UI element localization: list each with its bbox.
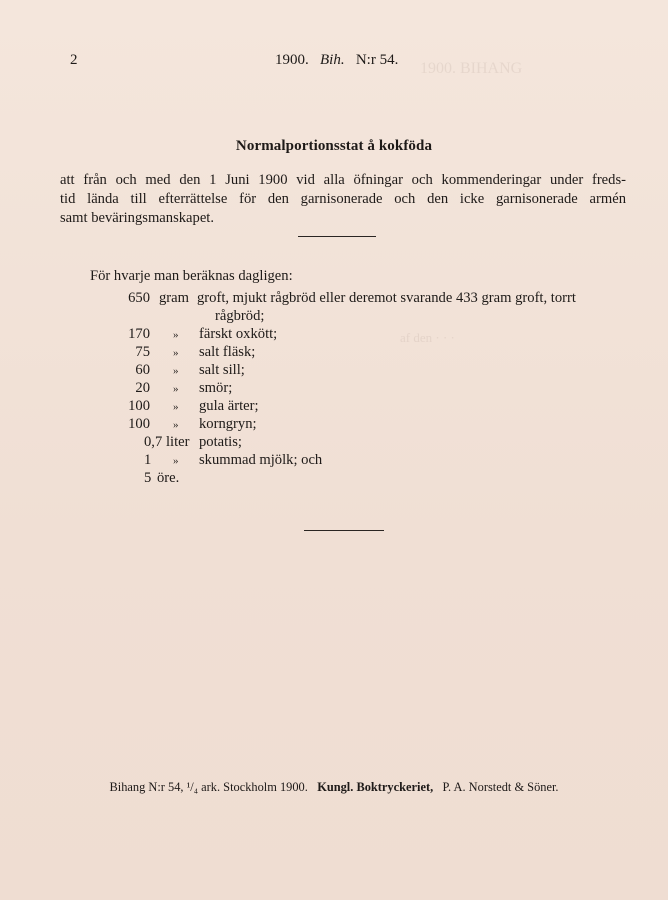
ration-description: groft, mjukt rågbröd eller deremot svarande 433 gram groft, torrt bbox=[197, 290, 576, 306]
header-publication: Bih. bbox=[320, 52, 345, 68]
ration-description: smör; bbox=[199, 380, 233, 396]
ration-row-potatoes bbox=[0, 434, 668, 452]
bleed-through-heading: 1900. BIHANG bbox=[420, 60, 523, 77]
ration-row bbox=[0, 326, 668, 344]
ditto-mark: » bbox=[173, 347, 179, 359]
ration-quantity: 100 bbox=[128, 416, 150, 432]
imprint-footer bbox=[0, 780, 668, 795]
ration-row-bread-continued bbox=[0, 308, 668, 326]
ration-quantity: 0,7 bbox=[144, 434, 163, 450]
bleed-through-text: af den · · · bbox=[400, 330, 455, 345]
ration-row-money bbox=[0, 470, 668, 488]
ration-unit: öre. bbox=[157, 470, 180, 486]
ration-quantity: 20 bbox=[135, 380, 150, 396]
end-divider bbox=[304, 530, 384, 531]
ration-description: färskt oxkött; bbox=[199, 326, 278, 342]
ration-description: salt sill; bbox=[199, 362, 245, 378]
ration-row-bread bbox=[0, 290, 668, 308]
ration-quantity: 650 bbox=[128, 290, 150, 306]
ditto-mark: » bbox=[173, 455, 179, 467]
intro-paragraph bbox=[60, 171, 626, 228]
ditto-mark: » bbox=[173, 383, 179, 395]
ditto-mark: » bbox=[173, 419, 179, 431]
ration-unit: liter bbox=[166, 434, 190, 450]
daily-heading: För hvarje man beräknas dagligen: bbox=[90, 268, 293, 284]
footer-publisher: P. A. Norstedt & Söner. bbox=[442, 780, 559, 794]
footer-printer: Kungl. Boktryckeriet, bbox=[317, 780, 434, 794]
ration-quantity: 60 bbox=[135, 362, 150, 378]
ration-quantity: 75 bbox=[135, 344, 150, 360]
ditto-mark: » bbox=[173, 329, 179, 341]
header-issue: N:r 54. bbox=[355, 52, 399, 68]
ration-description: gula ärter; bbox=[199, 398, 259, 414]
ration-unit: gram bbox=[159, 290, 189, 306]
ration-description-continued: rågbröd; bbox=[215, 308, 265, 324]
header-year: 1900. bbox=[275, 52, 309, 68]
ration-description: skummad mjölk; och bbox=[199, 452, 323, 468]
ditto-mark: » bbox=[173, 401, 179, 413]
intro-line-2: tid lända till efterrättelse för den garnisonerade och den icke garnisonerade armén bbox=[60, 191, 626, 207]
ration-row bbox=[0, 362, 668, 380]
section-divider bbox=[298, 236, 376, 237]
ration-quantity: 170 bbox=[128, 326, 150, 342]
ration-description: potatis; bbox=[199, 434, 242, 450]
ration-quantity: 1 bbox=[144, 452, 152, 468]
document-title: Normalportionsstat å kokföda bbox=[235, 138, 433, 154]
ration-row bbox=[0, 380, 668, 398]
running-head bbox=[275, 52, 398, 69]
ditto-mark: » bbox=[173, 365, 179, 377]
footer-publication-info: Bihang N:r 54, ¹/₄ ark. Stockholm 1900. bbox=[109, 780, 308, 794]
ration-description: salt fläsk; bbox=[199, 344, 256, 360]
ration-row bbox=[0, 398, 668, 416]
ration-row bbox=[0, 344, 668, 362]
ration-quantity: 5 bbox=[144, 470, 152, 486]
running-header bbox=[0, 52, 668, 72]
page-number: 2 bbox=[70, 52, 78, 68]
ration-quantity: 100 bbox=[128, 398, 150, 414]
ration-row-milk bbox=[0, 452, 668, 470]
intro-line-1: att från och med den 1 Juni 1900 vid alla öfningar och kommenderingar under freds- bbox=[60, 172, 626, 188]
ration-row bbox=[0, 416, 668, 434]
ration-description: korngryn; bbox=[199, 416, 257, 432]
intro-line-3: samt beväringsmanskapet. bbox=[60, 210, 215, 226]
